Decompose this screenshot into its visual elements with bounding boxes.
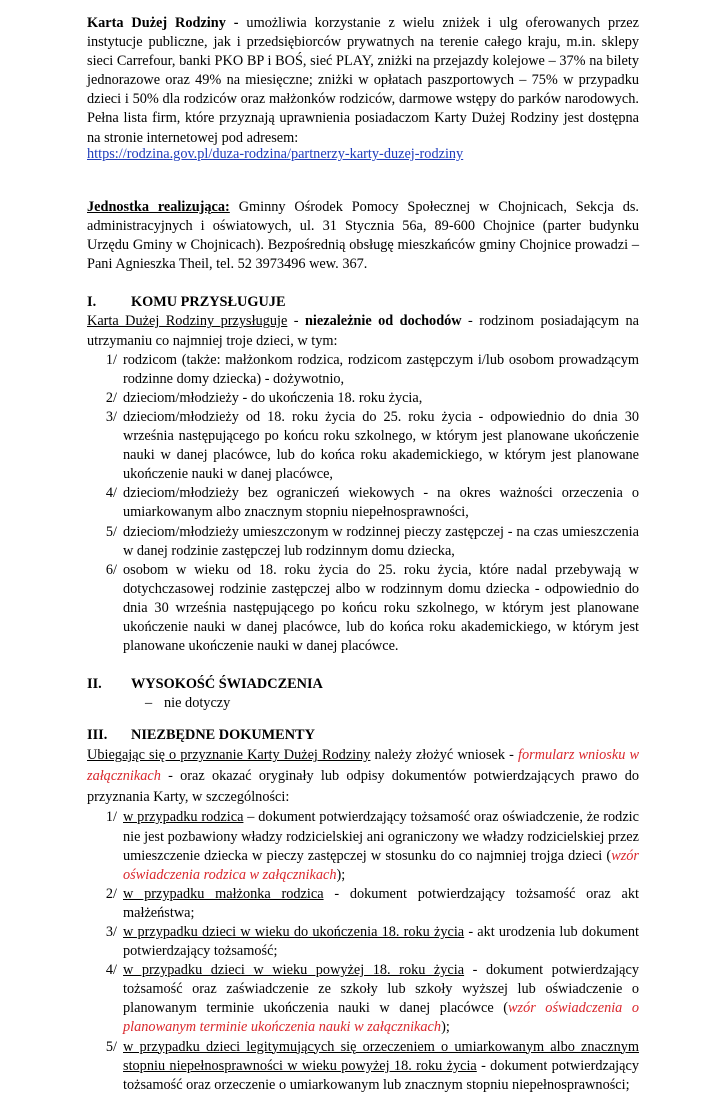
list-item-text bbox=[123, 923, 639, 961]
list-item-number: 5/ bbox=[105, 523, 117, 540]
list-item-end: ); bbox=[336, 866, 346, 883]
form-attachment-reference: formularz wniosku w załącznikach bbox=[87, 747, 639, 785]
list-item bbox=[87, 923, 639, 961]
list-item-number: 1/ bbox=[105, 351, 117, 368]
list-item-underlined: w przypadku rodzica bbox=[123, 809, 244, 826]
jednostka-paragraph bbox=[87, 198, 639, 274]
list-item-body: - dokument potwierdzający tożsamość oraz orzeczenie o umiarkowanym lub znacznym stopniu niepełnosprawności; bbox=[123, 1057, 639, 1093]
list-item bbox=[87, 885, 639, 923]
section-1-title: KOMU PRZYSŁUGUJE bbox=[131, 294, 286, 311]
section-1-lead bbox=[87, 312, 639, 350]
list-item-text: dzieciom/młodzieży - do ukończenia 18. roku życia, bbox=[123, 389, 423, 406]
section-3-lead-underlined: Ubiegając się o przyznanie Karty Dużej Rodziny bbox=[87, 747, 371, 764]
list-item bbox=[87, 484, 639, 522]
section-3-number: III. bbox=[87, 727, 108, 744]
list-item-number: 4/ bbox=[105, 962, 117, 979]
list-item-number: 2/ bbox=[105, 389, 117, 406]
section-1-list bbox=[87, 351, 639, 657]
section-3-lead bbox=[87, 745, 639, 808]
attachment-reference: wzór oświadczenia rodzica w załącznikach bbox=[123, 847, 639, 883]
list-item-underlined: w przypadku dzieci w wieku powyżej 18. roku życia bbox=[123, 962, 465, 979]
list-item bbox=[87, 1038, 639, 1095]
section-3-lead-mid: należy złożyć wniosek - bbox=[370, 747, 518, 764]
list-item bbox=[87, 408, 639, 484]
section-1-lead-bold: niezależnie od dochodów bbox=[304, 313, 462, 330]
list-item-text: osobom w wieku od 18. roku życia do 25. roku życia, które nadal przebywają w dotychczasowej rodzinie zastępczej albo w rodzinnym domu dziecka - odpowiednio do dnia 30 września następującego po końcu roku szkolnego, w którym jest planowane ukończenie nauki w danej placówce, lub do końca roku akademickiego, w którym jest planowane ukończenie nauki w danej placówce. bbox=[123, 561, 639, 655]
list-item-text: dzieciom/młodzieży od 18. roku życia do 25. roku życia - odpowiednio do dnia 30 września następującego po końcu roku szkolnego, w którym jest planowane ukończenie nauki w danej placówce, lub do końca roku akademickiego, w którym jest planowane ukończenie nauki w danej placówce, bbox=[123, 408, 639, 483]
section-3-title: NIEZBĘDNE DOKUMENTY bbox=[131, 727, 315, 744]
section-1-number: I. bbox=[87, 294, 97, 311]
list-item-number: 1/ bbox=[105, 809, 117, 826]
list-item-number: 4/ bbox=[105, 485, 117, 502]
list-item-end: ); bbox=[441, 1019, 450, 1036]
list-item-number: 6/ bbox=[105, 561, 117, 578]
list-item-text bbox=[123, 961, 639, 1037]
list-item-text bbox=[123, 1038, 639, 1095]
list-item-number: 5/ bbox=[105, 1038, 117, 1055]
list-item bbox=[87, 561, 639, 656]
section-1-lead-dash: - bbox=[287, 313, 305, 330]
section-1-lead-underlined: Karta Dużej Rodziny przysługuje bbox=[87, 313, 288, 330]
section-2-number: II. bbox=[87, 676, 102, 693]
jednostka-label: Jednostka realizująca: bbox=[87, 199, 230, 215]
section-2-item-text: nie dotyczy bbox=[164, 695, 231, 712]
list-item-number: 2/ bbox=[105, 885, 117, 902]
section-2-title: WYSOKOŚĆ ŚWIADCZENIA bbox=[131, 676, 323, 693]
list-item-text: dzieciom/młodzieży bez ograniczeń wiekowych - na okres ważności orzeczenia o umiarkowanym albo znacznym stopniu niepełnosprawności, bbox=[123, 485, 639, 521]
list-item-text bbox=[123, 808, 639, 884]
list-item-text bbox=[123, 885, 639, 923]
list-item-underlined: w przypadku małżonka rodzica bbox=[123, 885, 324, 902]
list-item bbox=[87, 351, 639, 389]
list-item-number: 3/ bbox=[105, 924, 117, 940]
list-item bbox=[87, 389, 639, 408]
list-item-body: - dokument potwierdzający tożsamość oraz akt małżeństwa; bbox=[123, 885, 639, 921]
section-1-lead-rest: - rodzinom posiadającym na utrzymaniu co najmniej troje dzieci, w tym: bbox=[87, 313, 640, 349]
list-item bbox=[87, 523, 639, 561]
intro-text: umożliwia korzystanie z wielu zniżek i ulg oferowanych przez instytucje publiczne, jak i przedsiębiorców prywatnych na terenie całego kraju, m.in. sklepy sieci Carrefour, banki PKO BP i BOŚ, sieć PLAY, zniżki na przejazdy kolejowe – 37% na bilety jednorazowe oraz 49% na miesięczne; zniżki w opłatach paszportowych – 75% w przypadku dzieci i 50% dla rodziców oraz małżonków rodziców, darmowe wstępy do parków narodowych. Pełna lista firm, które przyznają uprawnienia posiadaczom Karty Dużej Rodziny jest dostępna na stronie internetowej pod adresem: bbox=[87, 15, 640, 146]
list-item-body: – dokument potwierdzający tożsamość oraz oświadczenie, że rodzic nie jest pozbawiony władzy rodzicielskiej ani ograniczony we władzy rodzicielskiej przez umieszczenie dziecka w pieczy zastępczej w stosunku do co najmniej trojga dzieci ( bbox=[123, 809, 639, 864]
list-item-number: 3/ bbox=[105, 408, 117, 425]
section-3-list bbox=[87, 808, 639, 1094]
section-2-heading bbox=[87, 675, 639, 694]
list-item-underlined: w przypadku dzieci legitymujących się orzeczeniem o umiarkowanym albo znacznym stopniu niepełnosprawności w wieku powyżej 18. roku życia bbox=[123, 1038, 639, 1074]
list-item-text: dzieciom/młodzieży umieszczonym w rodzinnej pieczy zastępczej - na czas umieszczenia w danej rodzinie zastępczej lub rodzinnym domu dziecka, bbox=[123, 523, 639, 559]
list-item-body: - dokument potwierdzający tożsamość oraz zaświadczenie ze szkoły lub szkoły wyższej lub oświadczenie o planowanym terminie ukończenia nauki w danej placówce ( bbox=[123, 962, 639, 1017]
section-3-heading bbox=[87, 726, 639, 745]
section-2-item bbox=[145, 694, 639, 713]
list-item-text: rodzicom (także: małżonkom rodzica, rodzicom zastępczym i/lub osobom prowadzącym rodzinne domy dziecka) - dożywotnio, bbox=[123, 351, 639, 387]
section-2-dash: – bbox=[145, 695, 153, 712]
list-item-underlined: w przypadku dzieci w wieku do ukończenia 18. roku życia bbox=[123, 924, 465, 940]
section-1-heading bbox=[87, 293, 639, 312]
list-item bbox=[87, 961, 639, 1037]
intro-title: Karta Dużej Rodziny - bbox=[87, 15, 239, 31]
partners-link[interactable]: https://rodzina.gov.pl/duza-rodzina/partnerzy-karty-duzej-rodziny bbox=[87, 146, 464, 162]
jednostka-text: Gminny Ośrodek Pomocy Społecznej w Chojnicach, Sekcja ds. administracyjnych i oświatowych, ul. 31 Stycznia 56a, 89-600 Chojnice (parter budynku Urzędu Gminy w Chojnicach). Bezpośrednią obsługę mieszkańców gminy Chojnice prowadzi – Pani Agnieszka Theil, tel. 52 3973496 wew. 367. bbox=[87, 199, 640, 273]
intro-paragraph bbox=[87, 14, 640, 146]
list-item-body: - akt urodzenia lub dokument potwierdzający tożsamość; bbox=[123, 924, 640, 960]
attachment-reference: wzór oświadczenia o planowanym terminie ukończenia nauki w załącznikach bbox=[123, 1000, 639, 1036]
list-item bbox=[87, 808, 639, 884]
section-3-lead-rest: - oraz okazać oryginały lub odpisy dokumentów potwierdzających prawo do przyznania Karty, w szczególności: bbox=[87, 768, 639, 806]
document-page bbox=[87, 14, 639, 1095]
